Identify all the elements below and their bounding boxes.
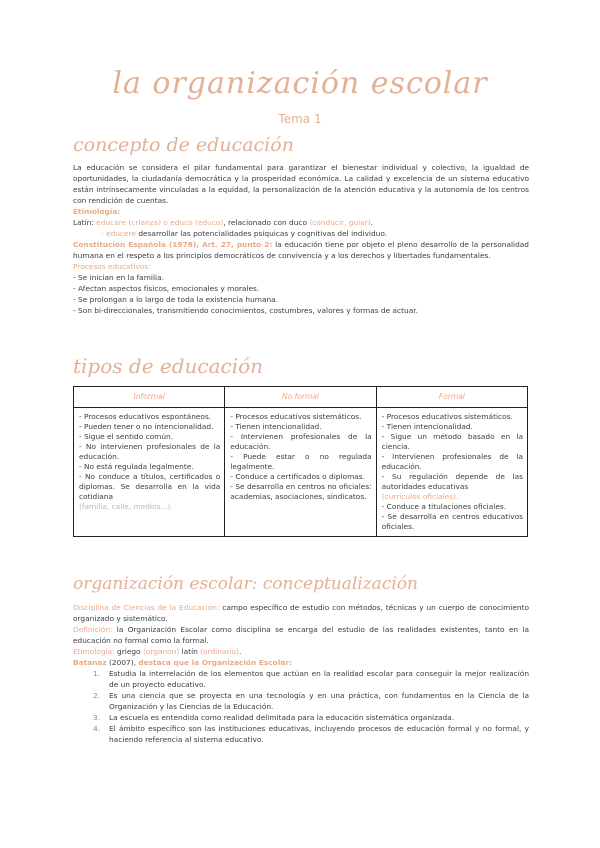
list-item: 2. Es una ciencia que se proyecta en una tecnología y en una práctica, con fundamentos en la Ciencia de la Organización y las Ciencias de la Educación.: [93, 691, 529, 711]
etimologia-label: Etimología:: [73, 207, 121, 216]
section-heading-concepto: concepto de educación: [73, 134, 294, 156]
column-header-no-formal: No formal: [225, 387, 376, 408]
page-title: la organización escolar: [112, 66, 488, 101]
disciplina-paragraph: Disciplina de Ciencias de la Educación: campo específico de estudio con métodos, técnicas y un cuerpo de conocimiento organizado y sistemático.: [73, 603, 530, 623]
section-heading-tipos: tipos de educación: [73, 354, 264, 378]
page-subtitle: Tema 1: [278, 112, 322, 126]
informal-cell: - Procesos educativos espontáneos. - Pueden tener o no intencionalidad. - Sigue el sentido común. - No intervienen profesionales de la educación. - No está regulada legalmente. - No conduce a títulos, certificados o diplomas. Se desarrolla en la vida cotidiana (familia, calle, medios...).: [74, 408, 225, 537]
table-header-row: [74, 387, 528, 408]
procesos-item: - Afectan aspectos físicos, emocionales y morales.: [73, 284, 260, 293]
procesos-item: - Se prolongan a lo largo de toda la existencia humana.: [73, 295, 279, 304]
definicion-paragraph: Definición: la Organización Escolar como disciplina se encarga del estudio de las realidades existentes, tanto en la educación no formal como la formal.: [73, 625, 529, 645]
no-formal-cell: - Procesos educativos sistemáticos. - Tienen intencionalidad. - Intervienen profesionales de la educación. - Puede estar o no regulada legalmente. - Conduce a certificados o diplomas. - Se desarrolla en centros no oficiales: academias, asociaciones, sindicatos.: [225, 408, 376, 537]
procesos-item: - Se inician en la familia.: [73, 273, 164, 282]
etimologia-line: Etimología: griego (organon) latín (ordinario).: [73, 647, 242, 656]
procesos-label: Procesos educativos:: [73, 262, 151, 271]
list-item: 3. La escuela es entendida como realidad delimitada para la educación sistemática organizada.: [93, 713, 455, 722]
organizacion-list: [73, 668, 529, 745]
section-heading-organizacion: organización escolar: conceptualización: [73, 574, 418, 594]
list-item: 1. Estudia la interrelación de los elementos que actúan en la realidad escolar para conseguir la mejor realización de un proyecto educativo.: [93, 669, 529, 689]
list-item: 4. El ámbito específico son las instituciones educativas, incluyendo procesos de educación formal y no formal, y haciendo referencia al sistema educativo.: [93, 724, 529, 744]
tipos-table: [73, 386, 528, 537]
column-header-formal: Formal: [376, 387, 527, 408]
concepto-body: [73, 162, 529, 316]
batanaz-line: Batanaz (2007), destaca que la Organización Escolar:: [73, 658, 292, 667]
procesos-item: - Son bi-direccionales, transmitiendo conocimientos, costumbres, valores y formas de actuar.: [73, 306, 418, 315]
organizacion-body: [73, 602, 529, 745]
formal-cell: - Procesos educativos sistemáticos. - Tienen intencionalidad. - Sigue un método basado en la ciencia. - Intervienen profesionales de la educación. - Su regulación depende de las autoridades educativas (currículos oficiales). - Conduce a titulaciones oficiales. - Se desarrolla en centros educativos oficiales.: [376, 408, 527, 537]
latin-line: Latín: educare (crianza) o educo (educo), relacionado con duco (conducir, guiar).: [73, 218, 373, 227]
column-header-informal: Informal: [74, 387, 225, 408]
constitucion-paragraph: Constitución Española (1978), Art. 27, punto 2: la educación tiene por objeto el pleno desarrollo de la personalidad humana en el respeto a los principios democráticos de convivencia y a los derechos y libertades fundamentales.: [73, 240, 529, 260]
table-row: [74, 408, 528, 537]
educere-line: - educere desarrollar las potencialidades psíquicas y cognitivas del individuo.: [101, 229, 388, 238]
concepto-intro: La educación se considera el pilar fundamental para garantizar el bienestar individual y colectivo, la igualdad de oportunidades, la ciudadanía democrática y la prosperidad económica. La calidad y excelencia de un sistema educativo están intrínsecamente vinculadas a la equidad, la personalización de la atención educativa y la autonomía de los centros con rendición de cuentas.: [73, 163, 529, 205]
